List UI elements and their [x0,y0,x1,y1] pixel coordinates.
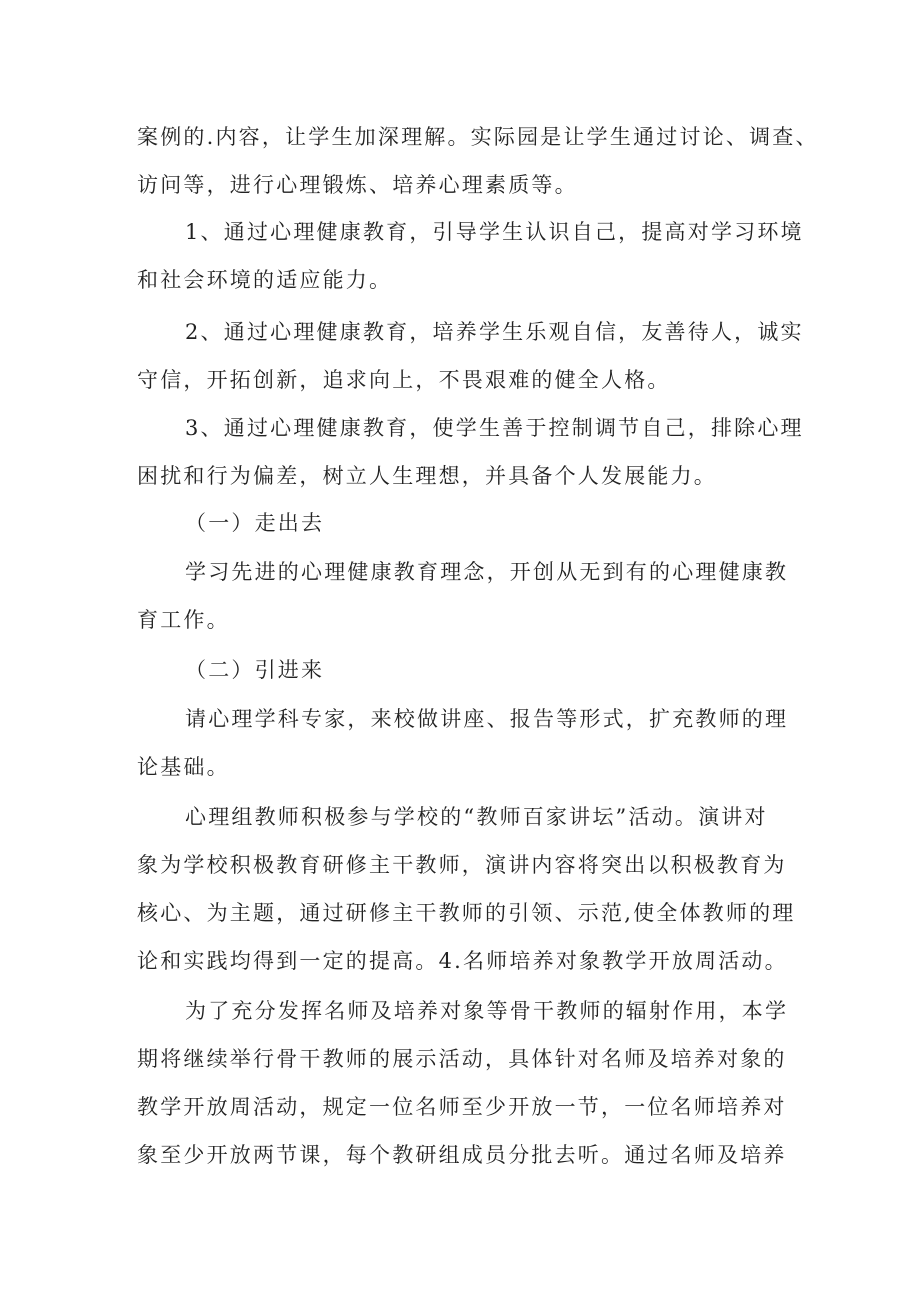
text-line: 教学开放周活动，规定一位名师至少开放一节，一位名师培养对 [137,1095,787,1119]
text-line: 2、通过心理健康教育，培养学生乐观自信，友善待人，诚实 [185,320,804,344]
paragraph-open-week [137,987,827,1179]
text-line: 象为学校积极教育研修主干教师，演讲内容将突出以积极教育为 [137,853,787,877]
text-line: 1、通过心理健康教育，引导学生认识自己，提高对学习环境 [185,220,804,244]
text-line: 守信，开拓创新，追求向上，不畏艰难的健全人格。 [137,368,671,392]
text-line: 论和实践均得到一定的提高。4.名师培养对象教学开放周活动。 [137,949,788,973]
text-line: 核心、为主题，通过研修主干教师的引领、示范,使全体教师的理 [137,901,796,925]
text-line: 请心理学科专家，来校做讲座、报告等形式，扩充教师的理 [185,707,789,731]
heading-text: （一）走出去 [185,511,325,535]
text-line: 和社会环境的适应能力。 [137,268,393,292]
text-line: 学习先进的心理健康教育理念，开创从无到有的心理健康教 [185,560,789,584]
paragraph-goal-3 [137,404,827,500]
text-line: 育工作。 [137,608,230,632]
text-line: 象至少开放两节课，每个教研组成员分批去听。通过名师及培养 [137,1143,787,1167]
paragraph-goal-2 [137,308,827,404]
paragraph-bring-in-body [137,695,827,791]
section-heading-go-out [137,499,827,547]
text-line: 论基础。 [137,755,230,779]
text-line: 3、通过心理健康教育，使学生善于控制调节自己，排除心理 [185,416,804,440]
text-line: 困扰和行为偏差，树立人生理想，并具备个人发展能力。 [137,464,717,488]
paragraph-forum [137,793,827,985]
text-line: 期将继续举行骨干教师的展示活动，具体针对名师及培养对象的 [137,1047,787,1071]
paragraph-intro-continuation [137,113,827,209]
text-line: 案例的.内容，让学生加深理解。实际园是让学生通过讨论、调查、 [137,125,819,149]
text-line: 心理组教师积极参与学校的“教师百家讲坛”活动。演讲对 [185,805,768,829]
section-heading-bring-in [137,646,827,694]
paragraph-goal-1 [137,208,827,304]
heading-text: （二）引进来 [185,658,325,682]
text-line: 访问等，进行心理锻炼、培养心理素质等。 [137,173,578,197]
text-line: 为了充分发挥名师及培养对象等骨干教师的辐射作用，本学 [185,999,789,1023]
paragraph-go-out-body [137,548,827,644]
